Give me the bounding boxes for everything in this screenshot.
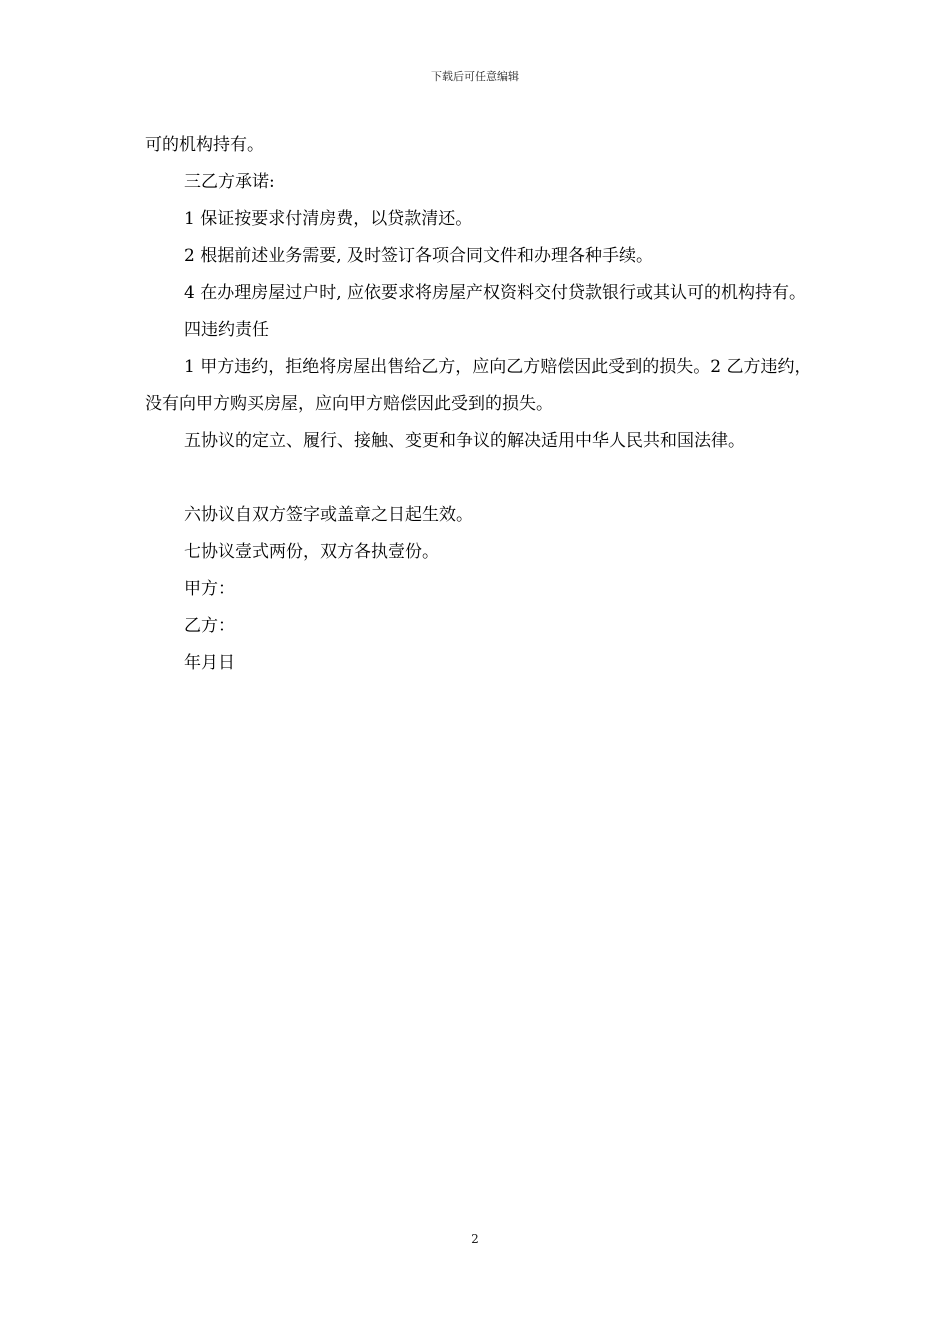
clause-7-copies: 七协议壹式两份，双方各执壹份。 (184, 542, 439, 562)
signature-party-b: 乙方： (184, 616, 235, 636)
paragraph-gap (145, 460, 825, 497)
clause-5-governing-law: 五协议的定立、履行、接触、变更和争议的解决适用中华人民共和国法律。 (184, 431, 745, 451)
clause-3-2: 2 根据前述业务需要, 及时签订各项合同文件和办理各种手续。 (184, 246, 654, 266)
clause-3-4: 4 在办理房屋过户时, 应依要求将房屋产权资料交付贷款银行或其认可的机构持有。 (184, 283, 807, 303)
paragraph-continuation: 可的机构持有。 (145, 135, 264, 155)
document-body (145, 127, 825, 682)
page-header: 下载后可任意编辑 (431, 70, 519, 83)
section-heading-breach-liability: 四违约责任 (184, 320, 269, 340)
signature-party-a: 甲方： (184, 579, 235, 599)
clause-3-1: 1 保证按要求付清房费，以贷款清还。 (184, 209, 473, 229)
clause-4-1-2: 1 甲方违约，拒绝将房屋出售给乙方，应向乙方赔偿因此受到的损失。2 乙方违约，没有向甲方购买房屋，应向甲方赔偿因此受到的损失。 (145, 357, 812, 414)
section-heading-party-b-promises: 三乙方承诺: (184, 172, 275, 192)
clause-6-effective: 六协议自双方签字或盖章之日起生效。 (184, 505, 473, 525)
page-number: 2 (471, 1232, 479, 1246)
signature-date: 年月日 (184, 653, 235, 673)
